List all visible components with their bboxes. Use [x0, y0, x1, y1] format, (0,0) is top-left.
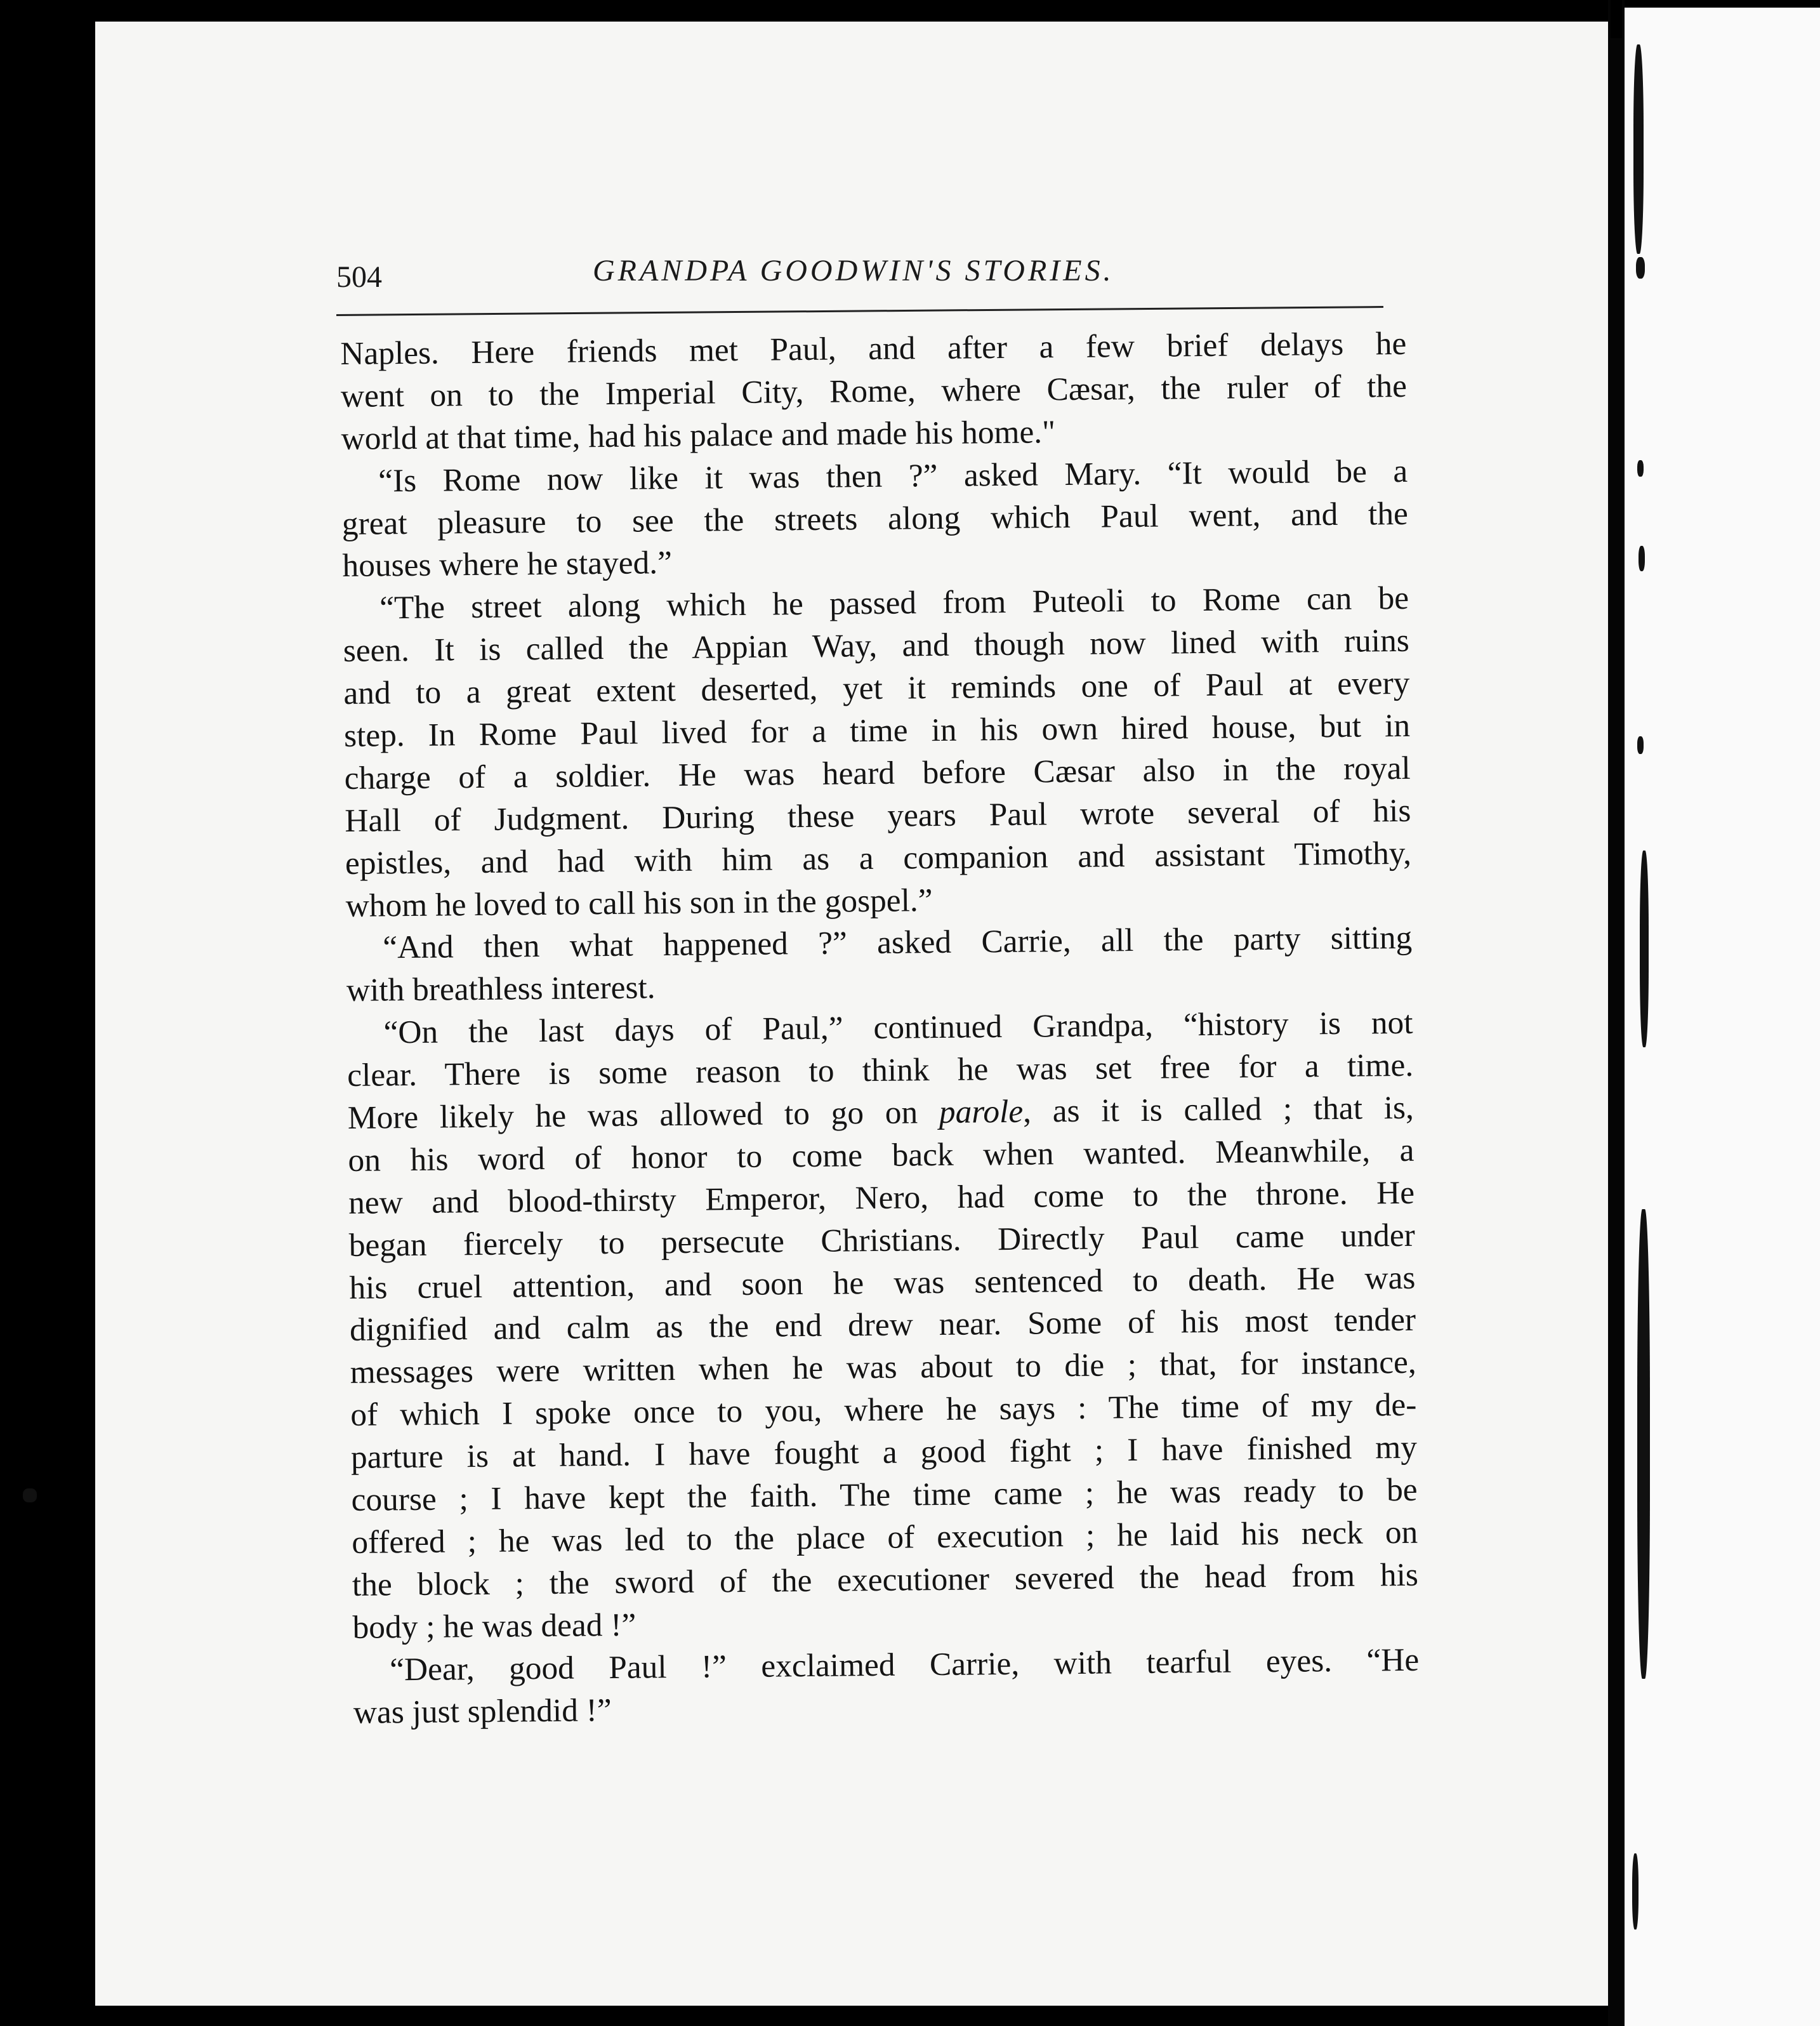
text-line: went on to the Imperial City, Rome, where Cæsar, the ruler of the [340, 367, 1408, 414]
facing-page-binding-mark [1637, 736, 1644, 754]
running-head: GRANDPA GOODWIN'S STORIES. [593, 254, 1114, 288]
text-run: , as it is called ; that is, [1022, 1089, 1414, 1130]
text-line: epistles, and had with him as a companion and assistant Timothy, [345, 835, 1412, 882]
text-line: seen. It is called the Appian Way, and though now lined with ruins [343, 623, 1410, 670]
facing-page-edge [1625, 8, 1820, 2026]
text-line: the block ; the sword of the executioner severed the head from his [352, 1556, 1419, 1603]
text-line: messages were written when he was about to die ; that, for instance, [350, 1344, 1416, 1391]
body-text [340, 323, 1420, 1734]
text-line: dignified and calm as the end drew near. Some of his most tender [349, 1302, 1416, 1349]
page-number: 504 [336, 260, 382, 294]
text-line: “And then what happened ?” asked Carrie, all the party sitting [383, 920, 1413, 966]
text-line: was just splendid !” [353, 1692, 612, 1731]
text-line: step. In Rome Paul lived for a time in his own hired house, but in [343, 707, 1411, 754]
facing-page-binding-mark [1639, 546, 1645, 571]
text-line: whom he loved to call his son in the gospel.” [345, 882, 933, 924]
text-line: “Dear, good Paul !” exclaimed Carrie, with tearful eyes. “He [389, 1641, 1420, 1688]
italic-word: parole [939, 1093, 1024, 1131]
text-line: on his word of honor to come back when wanted. Meanwhile, a [348, 1132, 1414, 1179]
text-line: world at that time, had his palace and made his home." [341, 413, 1056, 457]
page-header [336, 251, 1390, 308]
text-line: houses where he stayed.” [342, 545, 673, 585]
text-line: “Is Rome now like it was then ?” asked Mary. “It would be a [378, 453, 1408, 500]
text-line: Hall of Judgment. During these years Paul wrote several of his [345, 792, 1411, 839]
text-line: Naples. Here friends met Paul, and after a few brief delays he [340, 325, 1407, 372]
text-line: and to a great extent deserted, yet it reminds one of Paul at every [343, 665, 1410, 712]
margin-speck [23, 1488, 37, 1502]
text-line: began fiercely to persecute Christians. Directly Paul came under [348, 1217, 1415, 1264]
text-line: parture is at hand. I have fought a good fight ; I have finished my [350, 1429, 1418, 1476]
text-line: “On the last days of Paul,” continued Grandpa, “history is not [383, 1005, 1413, 1051]
gutter-shadow [1611, 0, 1622, 38]
text-line: clear. There is some reason to think he was set free for a time. [346, 1047, 1414, 1094]
facing-page-binding-mark [1637, 460, 1644, 477]
facing-page-binding-mark [1640, 851, 1649, 1047]
text-line: with breathless interest. [346, 969, 656, 1009]
text-line: of which I spoke once to you, where he says : The time of my de- [350, 1387, 1417, 1434]
text-line: “The street along which he passed from Puteoli to Rome can be [379, 580, 1409, 626]
facing-page-binding-mark [1636, 257, 1645, 279]
text-run: More likely he was allowed to go on [347, 1094, 918, 1136]
facing-page-binding-mark [1637, 1209, 1650, 1679]
text-line: body ; he was dead !” [352, 1606, 636, 1646]
page-gutter [1608, 0, 1625, 2026]
text-line: new and blood-thirsty Emperor, Nero, had come to the throne. He [348, 1174, 1415, 1221]
text-line: offered ; he was led to the place of execution ; he laid his neck on [352, 1514, 1418, 1561]
facing-page-binding-mark [1633, 44, 1644, 254]
text-line: course ; I have kept the faith. The time came ; he was ready to be [351, 1471, 1418, 1518]
text-line: great pleasure to see the streets along which Paul went, and the [341, 495, 1409, 542]
text-line: his cruel attention, and soon he was sentenced to death. He was [349, 1259, 1416, 1306]
text-line: charge of a soldier. He was heard before Cæsar also in the royal [344, 750, 1411, 797]
facing-page-binding-mark [1632, 1853, 1639, 1930]
